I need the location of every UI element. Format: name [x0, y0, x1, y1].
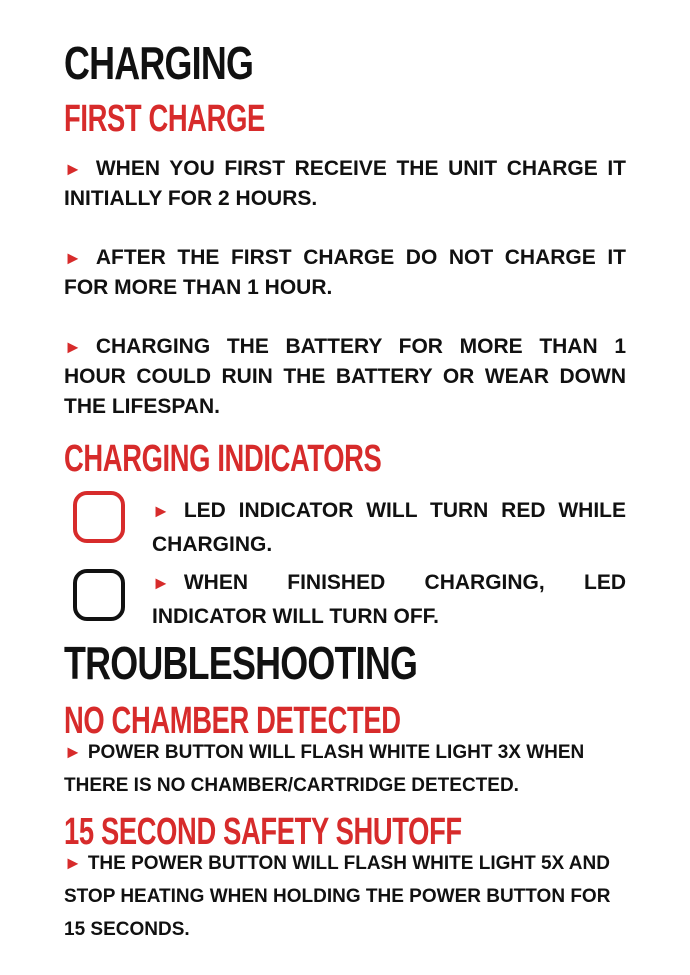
no-chamber-text: ► POWER BUTTON WILL FLASH WHITE LIGHT 3X WHEN THERE IS NO CHAMBER/CARTRIDGE DETECTED. [64, 742, 585, 796]
bullet-arrow-icon: ► [64, 337, 82, 357]
charging-title: CHARGING [64, 37, 254, 89]
led-red-indicator-icon [73, 491, 125, 543]
led-off-indicator-icon [73, 569, 125, 621]
bullet-arrow-icon: ► [64, 248, 82, 268]
bullet-arrow-icon: ► [64, 159, 82, 179]
safety-shutoff-text: ► THE POWER BUTTON WILL FLASH WHITE LIGHT 5X AND STOP HEATING WHEN HOLDING THE POWER BUTTON FOR 15 SECONDS. [64, 853, 611, 940]
charging-indicators-heading: CHARGING INDICATORS [64, 438, 382, 480]
bullet-arrow-icon: ► [152, 501, 170, 521]
bullet-arrow-icon: ► [64, 742, 82, 762]
bullet-arrow-icon: ► [64, 853, 82, 873]
first-charge-item-2: ► AFTER THE FIRST CHARGE DO NOT CHARGE IT FOR MORE THAN 1 HOUR. [64, 246, 626, 299]
first-charge-item-1: ► WHEN YOU FIRST RECEIVE THE UNIT CHARGE IT INITIALLY FOR 2 HOURS. [64, 157, 626, 210]
no-chamber-heading: NO CHAMBER DETECTED [64, 700, 401, 742]
first-charge-item-3: ► CHARGING THE BATTERY FOR MORE THAN 1 HOUR COULD RUIN THE BATTERY OR WEAR DOWN THE LIFESPAN. [64, 335, 626, 418]
indicator-item-red: ► LED INDICATOR WILL TURN RED WHILE CHARGING. [152, 499, 626, 556]
safety-shutoff-heading: 15 SECOND SAFETY SHUTOFF [64, 811, 462, 853]
bullet-arrow-icon: ► [152, 573, 170, 593]
first-charge-heading: FIRST CHARGE [64, 98, 265, 140]
indicator-item-off: ► WHEN FINISHED CHARGING, LED INDICATOR WILL TURN OFF. [152, 571, 626, 628]
troubleshooting-title: TROUBLESHOOTING [64, 637, 418, 689]
